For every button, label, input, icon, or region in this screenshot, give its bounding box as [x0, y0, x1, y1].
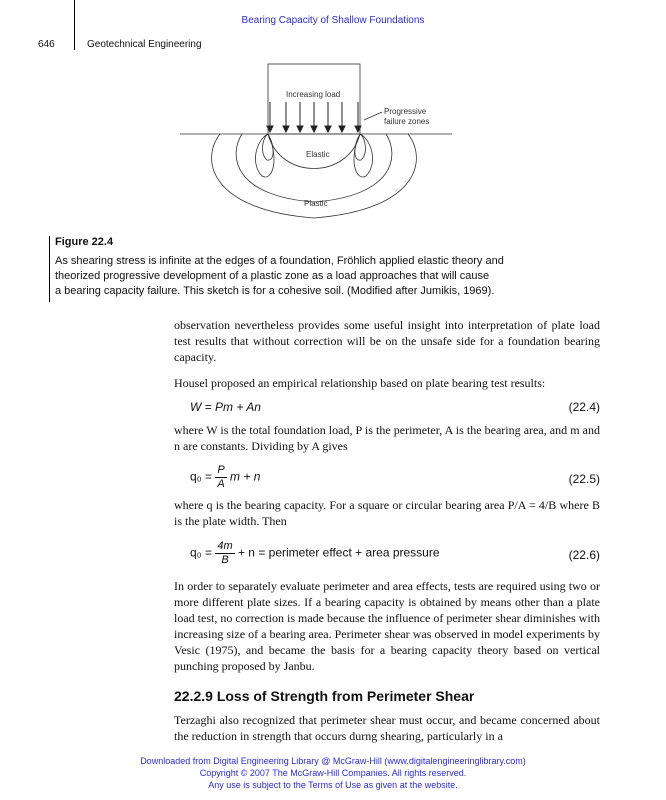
equation-22-6-numerator: 4m	[217, 540, 233, 552]
label-elastic: Elastic	[306, 150, 330, 159]
paragraph-3: where W is the total foundation load, P is the perimeter, A is the bearing area, and m and n are constants. Dividing by A gives	[174, 423, 600, 453]
left-failure-zone-2	[263, 134, 274, 160]
book-title: Geotechnical Engineering	[87, 39, 202, 50]
paragraph-5: In order to separately evaluate perimeter and area effects, tests are required using two or more different plate sizes. If a bearing capacity is obtained by means other than a plate load test, no correction is made because the influence of perimeter shear diminishes with increasing size of a bearing area. Perimeter shear was observed in model experiments by Vesic (1975), and became the basis for a bearing capacity theory based on vertical punching proposed by Janbu.	[174, 579, 600, 673]
equation-22-4-body: W = Pm + An	[190, 400, 261, 414]
right-failure-zone-2	[355, 134, 366, 160]
label-progressive: Progressive	[384, 107, 427, 116]
footer-terms[interactable]: Any use is subject to the Terms of Use as given at the website.	[208, 780, 458, 790]
equation-22-6-fraction	[215, 540, 234, 567]
equation-22-5-numerator: P	[217, 464, 225, 476]
paragraph-4: where q is the bearing capacity. For a square or circular bearing area P/A = 4/B where B is the plate width. Then	[174, 498, 600, 528]
plastic-zone-inner	[236, 134, 392, 202]
paragraph-6: Terzaghi also recognized that perimeter shear must occur, and became concerned about the reduction in strength that occurs durng shearing, particularly in a	[174, 713, 600, 743]
label-failure-zones: failure zones	[384, 117, 430, 126]
equation-22-6-lhs: q₀ =	[190, 545, 212, 560]
equation-22-5	[190, 464, 600, 494]
bearing-failure-diagram	[170, 60, 460, 230]
paragraph-1: observation nevertheless provides some useful insight into interpretation of plate load test results that without correction will be on the unsafe side for a foundation bearing capacity.	[174, 318, 600, 364]
equation-22-5-rhs: m + n	[230, 469, 261, 484]
equation-22-4	[190, 400, 600, 414]
figure-caption	[55, 254, 615, 299]
caption-line: a bearing capacity failure. This sketch is for a cohesive soil. (Modified after Jumikis, 1969).	[55, 285, 495, 297]
equation-22-6-rhs: + n = perimeter effect + area pressure	[237, 545, 440, 560]
figure-caption-label: Figure 22.4	[55, 236, 114, 248]
equation-22-5-number: (22.5)	[568, 472, 600, 486]
equation-22-4-number: (22.4)	[568, 400, 600, 414]
equation-22-5-denominator: A	[217, 478, 225, 490]
caption-bar	[49, 236, 50, 302]
equation-22-6-denominator: B	[221, 554, 229, 566]
equation-22-5-fraction	[215, 464, 226, 491]
page-number: 646	[38, 39, 55, 50]
equation-22-5-lhs: q₀ =	[190, 469, 212, 484]
caption-line: theorized progressive development of a plastic zone as a load approaches that will cause	[55, 270, 490, 282]
caption-line: As shearing stress is infinite at the edges of a foundation, Fröhlich applied elastic theory and	[55, 255, 504, 267]
header-divider	[74, 0, 75, 50]
label-plastic: Plastic	[304, 199, 328, 208]
footer-download-link[interactable]: Downloaded from Digital Engineering Library @ McGraw-Hill (www.digitalengineeringlibrary.com)	[140, 756, 526, 766]
paragraph-2: Housel proposed an empirical relationship based on plate bearing test results:	[174, 376, 546, 390]
section-heading: 22.2.9 Loss of Strength from Perimeter Shear	[174, 688, 475, 704]
equation-22-6-number: (22.6)	[568, 548, 600, 562]
load-arrows	[267, 102, 361, 132]
label-increasing-load: Increasing load	[286, 90, 341, 99]
equation-22-6	[190, 540, 600, 570]
leader-line	[364, 112, 382, 120]
footer-copyright: Copyright © 2007 The McGraw-Hill Companies. All rights reserved.	[199, 768, 467, 778]
running-title: Bearing Capacity of Shallow Foundations	[241, 15, 425, 26]
